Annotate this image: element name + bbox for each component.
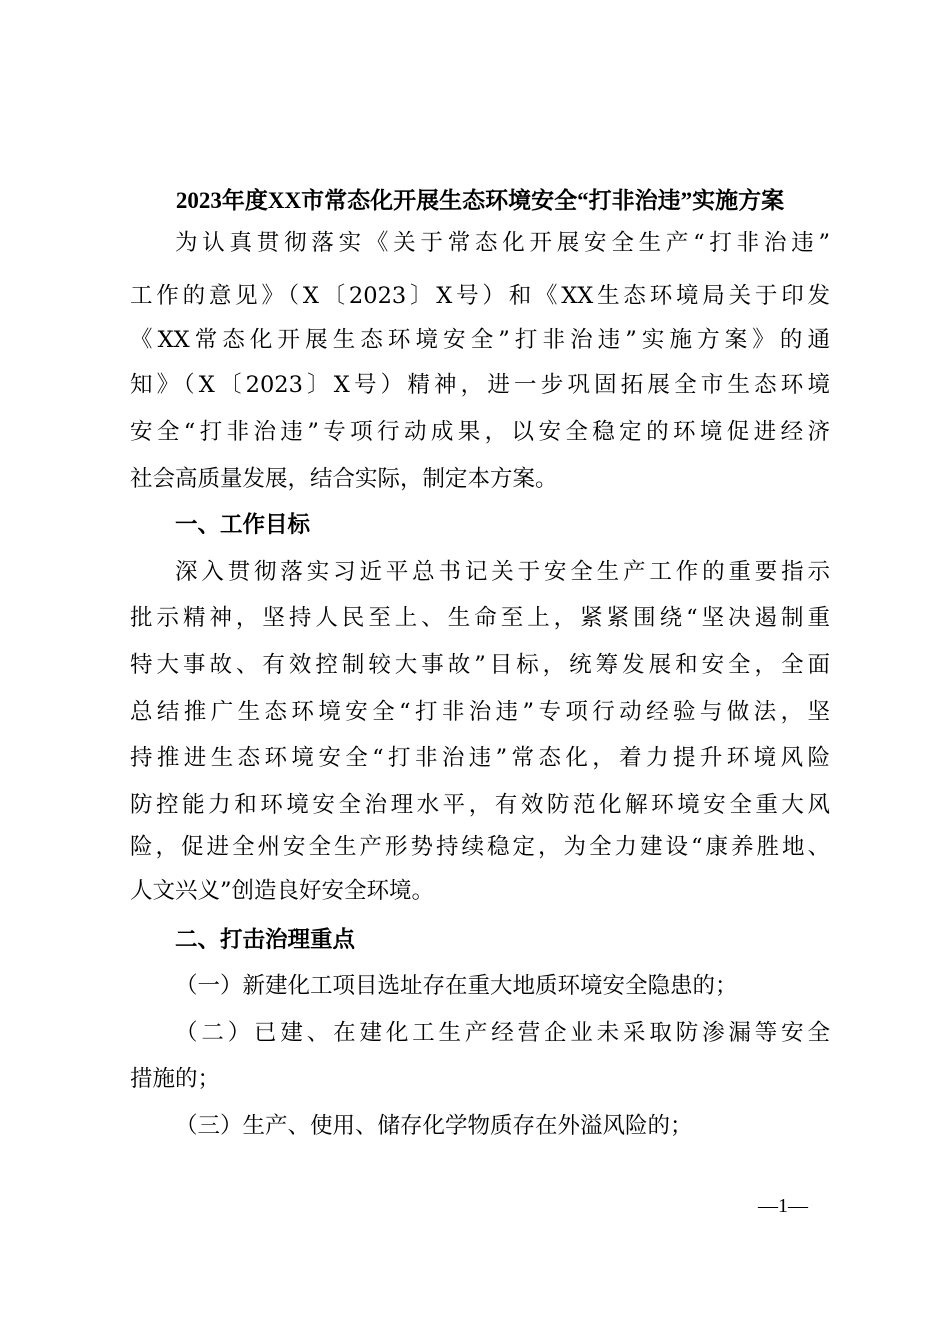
goals-line-8: 人文兴义”创造良好安全环境。 (130, 878, 435, 904)
intro-line-1: 为认真贯彻落实《关于常态化开展安全生产“打非治违” (175, 230, 830, 256)
intro-line-4: 知》（X〔2023〕X号）精神，进一步巩固拓展全市生态环境 (130, 372, 830, 398)
intro-line-2: 工作的意见》（X〔2023〕X号）和《XX生态环境局关于印发 (130, 283, 830, 309)
focus-item-2: （二）已建、在建化工生产经营企业未采取防渗漏等安全 (175, 1020, 830, 1046)
goals-line-1: 深入贯彻落实习近平总书记关于安全生产工作的重要指示 (175, 559, 830, 585)
goals-line-7: 险，促进全州安全生产形势持续稳定，为全力建设“康养胜地、 (130, 834, 830, 860)
section-heading-focus: 二、打击治理重点 (175, 927, 356, 953)
intro-line-6: 社会高质量发展，结合实际，制定本方案。 (130, 466, 558, 492)
goals-line-5: 持推进生态环境安全“打非治违”常态化，着力提升环境风险 (130, 745, 830, 771)
intro-line-3: 《XX常态化开展生态环境安全”打非治违”实施方案》的通 (130, 327, 830, 353)
document-title: 2023年度XX市常态化开展生态环境安全“打非治违”实施方案 (175, 188, 785, 213)
goals-line-3: 特大事故、有效控制较大事故”目标，统筹发展和安全，全面 (130, 652, 830, 678)
page-number: —1— (758, 1195, 808, 1217)
focus-item-2-continued: 措施的； (130, 1066, 221, 1092)
focus-item-1: （一）新建化工项目选址存在重大地质环境安全隐患的； (175, 973, 738, 999)
goals-line-4: 总结推广生态环境安全“打非治违”专项行动经验与做法，坚 (130, 699, 830, 725)
goals-line-6: 防控能力和环境安全治理水平，有效防范化解环境安全重大风 (130, 792, 830, 818)
intro-line-5: 安全“打非治违”专项行动成果，以安全稳定的环境促进经济 (130, 419, 830, 445)
goals-line-2: 批示精神，坚持人民至上、生命至上，紧紧围绕“坚决遏制重 (130, 605, 830, 631)
section-heading-goals: 一、工作目标 (175, 512, 311, 538)
focus-item-3: （三）生产、使用、储存化学物质存在外溢风险的； (175, 1113, 693, 1139)
